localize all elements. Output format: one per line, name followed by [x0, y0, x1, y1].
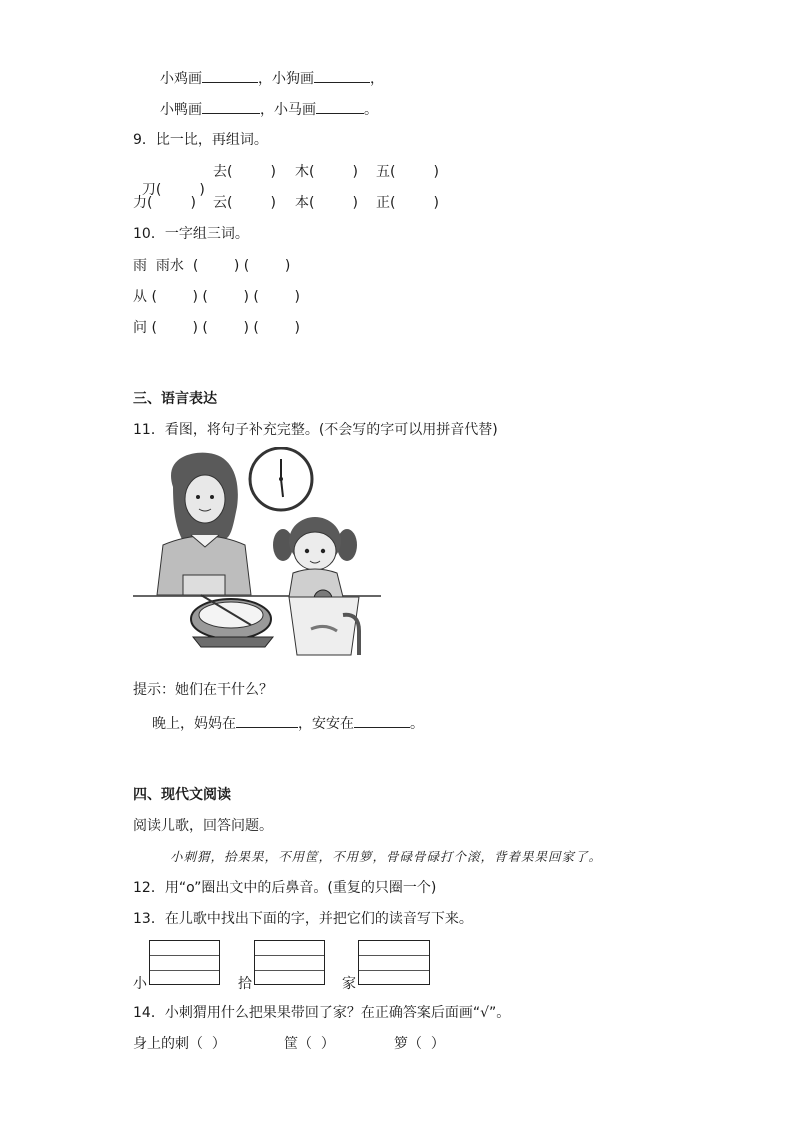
q14-option-thorns[interactable]: 身上的刺（ ）: [133, 1036, 226, 1052]
pinyin-grid-xiao[interactable]: [149, 940, 220, 985]
q11-part-b: ，安安在: [298, 716, 354, 732]
q10-char: 问: [133, 320, 147, 336]
q14-option-basket[interactable]: 筐（ ）: [284, 1036, 335, 1052]
answer-blank-horse[interactable]: [316, 99, 364, 114]
q9-close: ): [352, 164, 358, 180]
q9-char: 本(: [295, 195, 315, 211]
q9-r2-c2: [213, 194, 276, 212]
q9-char: 木(: [295, 164, 315, 180]
pinyin-grid-shi[interactable]: [254, 940, 325, 985]
q9-row2: [133, 194, 196, 212]
section-4-heading: 四、现代文阅读: [133, 787, 231, 803]
q10-char: 雨: [133, 258, 147, 274]
kitchen-illustration: [133, 447, 383, 659]
q13-title: 13．在儿歌中找出下面的字，并把它们的读音写下来。: [133, 911, 473, 927]
q9-char: 正(: [376, 195, 396, 211]
q11-hint: 提示：她们在干什么？: [133, 682, 273, 698]
q9-r2-c3: [295, 194, 358, 212]
q9-r1-c4: [376, 163, 439, 181]
q8-label-horse: 小马画: [274, 102, 316, 118]
q14-option-luo[interactable]: 箩（ ）: [394, 1036, 445, 1052]
q9-close: ): [433, 195, 439, 211]
q9-title: 9．比一比，再组词。: [133, 132, 268, 148]
q9-char: 力(: [133, 195, 153, 211]
q14-title: 14．小刺猬用什么把果果带回了家？在正确答案后面画“√”。: [133, 1005, 511, 1021]
q8-line1: [160, 68, 384, 88]
q9-close: ): [433, 164, 439, 180]
q13-char-shi: 拾: [238, 976, 252, 992]
q13-char-jia: 家: [342, 976, 356, 992]
mother-apron: [183, 575, 225, 595]
q9-close: ): [270, 195, 276, 211]
answer-blank-anan[interactable]: [354, 713, 410, 728]
q9-r1-c3: [295, 163, 358, 181]
q11-part-a: 晚上，妈妈在: [152, 716, 236, 732]
girl-face: [294, 532, 336, 570]
q10-slots[interactable]: ( ) ( ): [192, 258, 291, 274]
q9-close: ): [199, 182, 205, 198]
nursery-rhyme-text: 小刺猬，拾果果，不用筐，不用箩，骨碌骨碌打个滚，背着果果回家了。: [170, 849, 603, 864]
q8-label-dog: 小狗画: [272, 71, 314, 87]
q10-title: 10．一字组三词。: [133, 226, 249, 242]
reading-intro: 阅读儿歌，回答问题。: [133, 818, 273, 834]
q8-label-chick: 小鸡画: [160, 71, 202, 87]
q8-comma: ，: [258, 71, 272, 87]
q11-title: 11．看图，将句子补充完整。(不会写的字可以用拼音代替): [133, 422, 498, 438]
q8-comma-end: ，: [370, 71, 384, 87]
q10-slots[interactable]: ( ) ( ) ( ): [151, 320, 300, 336]
q8-line2: [160, 99, 378, 119]
q12-title: 12．用“o”圈出文中的后鼻音。(重复的只圈一个): [133, 880, 437, 896]
q9-r1-c1: 刀(: [141, 182, 162, 198]
section-3-heading: 三、语言表达: [133, 391, 217, 407]
q9-close: ): [190, 195, 196, 211]
q10-slots[interactable]: ( ) ( ) ( ): [151, 289, 300, 305]
answer-blank-dog[interactable]: [314, 68, 370, 83]
q8-label-duck: 小鸭画: [160, 102, 202, 118]
answer-blank-chick[interactable]: [202, 68, 258, 83]
answer-blank-mother[interactable]: [236, 713, 298, 728]
q10-example: 雨水: [155, 258, 184, 274]
pinyin-grid-jia[interactable]: [358, 940, 430, 985]
answer-blank-duck[interactable]: [202, 99, 260, 114]
q11-sentence: [152, 713, 424, 733]
q9-char: 云(: [213, 195, 233, 211]
q9-char: 去(: [213, 164, 233, 180]
q10-row-cong: [133, 288, 300, 306]
q9-char: 五(: [376, 164, 396, 180]
q9-close: ): [270, 164, 276, 180]
q8-comma2: ，: [260, 102, 274, 118]
q9-close: ): [352, 195, 358, 211]
q10-row-yu: [133, 257, 290, 275]
mother-face: [185, 475, 225, 523]
q10-row-wen: [133, 319, 300, 337]
q9-r1-c2: [213, 163, 276, 181]
stove: [193, 637, 273, 647]
q10-char: 从: [133, 289, 147, 305]
q9-r2-c4: [376, 194, 439, 212]
q13-char-xiao: 小: [133, 976, 147, 992]
q11-period: 。: [410, 716, 424, 732]
q8-period: 。: [364, 102, 378, 118]
